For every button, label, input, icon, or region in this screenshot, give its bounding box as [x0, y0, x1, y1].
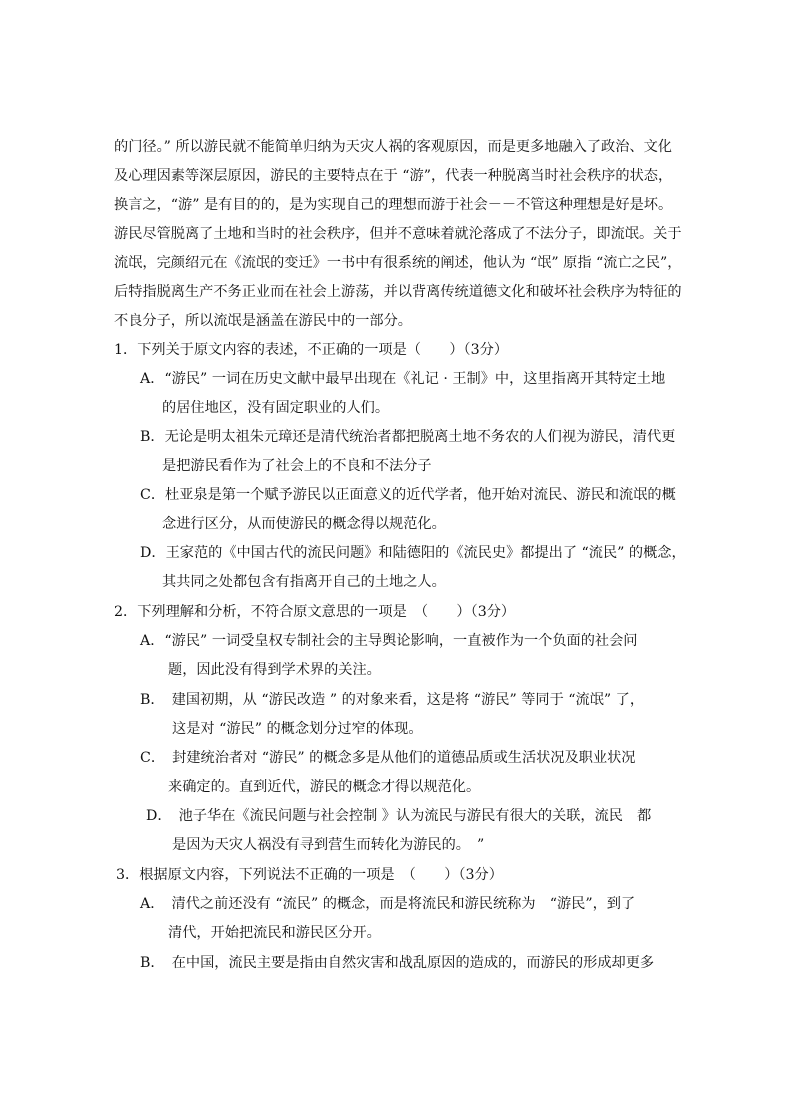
passage-line: 及心理因素等深层原因，游民的主要特点在于 “游”，代表一种脱离当时社会秩序的状态， — [114, 168, 673, 184]
option-c-line: C．杜亚泉是第一个赋予游民以正面意义的近代学者，他开始对流民、游民和流氓的概 — [140, 487, 676, 503]
option-a-line: A． 清代之前还没有 “流民” 的概念，而是将流民和游民统称为 “游民”，到了 — [140, 896, 636, 912]
option-d-line: D．王家范的《中国古代的流民问题》和陆德阳的《流民史》都提出了 “流民” 的概念， — [140, 545, 686, 561]
question-stem: 2．下列理解和分析，不符合原文意思的一项是 （ ）（3分） — [114, 604, 516, 620]
option-a-line: 题，因此没有得到学术界的关注。 — [168, 662, 381, 678]
passage-line: 流氓，完颜绍元在《流氓的变迁》一书中有很系统的阐述，他认为 “氓” 原指 “流亡之民”， — [114, 255, 682, 271]
option-c-line: C． 封建统治者对 “游民” 的概念多是从他们的道德品质或生活状况及职业状况 — [140, 750, 636, 766]
passage-line: 的门径。” 所以游民就不能简单归纳为天灾人祸的客观原因，而是更多地融入了政治、文化 — [114, 139, 672, 155]
passage-line: 不良分子，所以流氓是涵盖在游民中的一部分。 — [114, 313, 412, 329]
question-stem: 1．下列关于原文内容的表述，不正确的一项是（ ）（3分） — [114, 342, 509, 358]
option-b-line: 这是对 “游民” 的概念划分过窄的体现。 — [172, 721, 423, 737]
option-b-line: 是把游民看作为了社会上的不良和不法分子 — [162, 458, 432, 474]
option-b-line: B．无论是明太祖朱元璋还是清代统治者都把脱离土地不务农的人们视为游民，清代更 — [140, 429, 676, 445]
option-d-line: 其共同之处都包含有指离开自己的土地之人。 — [162, 574, 446, 590]
option-d-line: D． 池子华在《流民问题与社会控制 》认为流民与游民有很大的关联，流民 都 — [146, 808, 652, 824]
passage-line: 游民尽管脱离了土地和当时的社会秩序，但并不意味着就沦落成了不法分子，即流氓。关于 — [114, 226, 682, 242]
option-d-line: 是因为天灾人祸没有寻到营生而转化为游民的。 ” — [172, 837, 485, 853]
option-a-line: A．“游民” 一词在历史文献中最早出现在《礼记 · 王制》中，这里指离开其特定土地 — [140, 371, 666, 387]
passage-line: 换言之，“游” 是有目的的，是为实现自己的理想而游于社会－－不管这种理想是好是坏。 — [114, 197, 673, 213]
option-a-line: 的居住地区，没有固定职业的人们。 — [162, 400, 390, 416]
option-b-line: B． 在中国，流民主要是指由自然灾害和战乱原因的造成的，而游民的形成却更多 — [140, 955, 655, 971]
option-b-line: B． 建国初期，从 “游民改造 ” 的对象来看，这是将 “游民” 等同于 “流氓” 了， — [140, 692, 645, 708]
question-stem: 3．根据原文内容，下列说法不正确的一项是 （ ）（3分） — [116, 867, 503, 883]
option-c-line: 念进行区分，从而使游民的概念得以规范化。 — [162, 516, 446, 532]
option-c-line: 来确定的。直到近代，游民的概念才得以规范化。 — [168, 779, 481, 795]
passage-line: 后特指脱离生产不务正业而在社会上游荡，并以背离传统道德文化和破坏社会秩序为特征的 — [114, 284, 682, 300]
option-a-line: A．“游民” 一词受皇权专制社会的主导舆论影响，一直被作为一个负面的社会问 — [140, 633, 638, 649]
option-a-line: 清代，开始把流民和游民区分开。 — [168, 925, 381, 941]
